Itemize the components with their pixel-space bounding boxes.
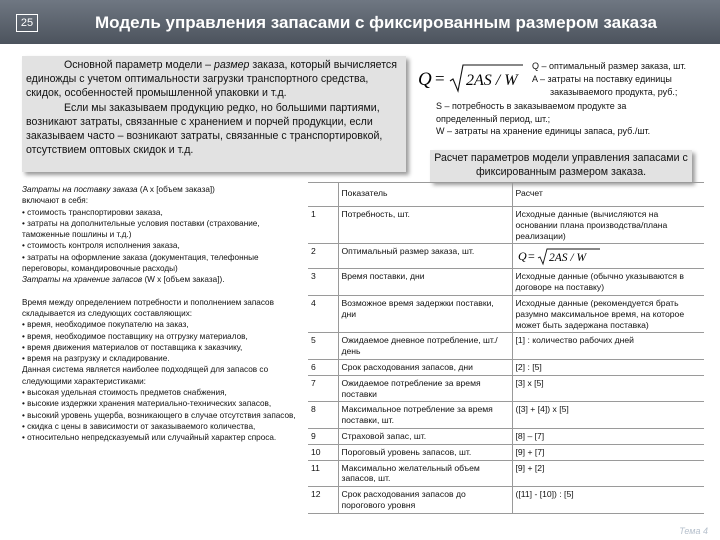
bullet-item: • время, необходимое покупателю на заказ, (22, 320, 189, 330)
page-title: Модель управления запасами с фиксированным размером заказа (95, 13, 657, 32)
bullet-item: • стоимость транспортировки заказа, (22, 207, 163, 217)
left-notes (22, 184, 306, 514)
bullet-item: • затраты на дополнительные условия поставки (страхование, таможенные пошлины и т.д.) (22, 218, 260, 240)
table-row: 12 Срок расходования запасов до порогового уровня ([11] - [10]) : [5] (308, 487, 704, 514)
storage-costs-heading: Затраты на хранение запасов (W x [объем заказа]). (22, 275, 225, 285)
svg-text:Q: Q (517, 249, 527, 264)
parameters-table (308, 182, 704, 514)
svg-text:2AS / W: 2AS / W (548, 252, 586, 265)
legend-q: Q – оптимальный размер заказа, шт. (532, 61, 687, 71)
footer-topic: Тема 4 (679, 526, 708, 536)
intro-paragraph-2: Если мы заказываем продукцию редко, но большими партиями, возникают затраты, связанные с хранением и порчей продукции, если заказываем часто – возникают затраты, связанные с транспортировкой, отсутствием оптовых скидок и т.д. (26, 101, 383, 157)
delivery-costs-heading: Затраты на поставку заказа (A x [объем заказа]) (22, 185, 215, 194)
table-row: 7 Ожидаемое потребление за время поставки [3] x [5] (308, 375, 704, 402)
table-row: 9 Страховой запас, шт. [8] – [7] (308, 428, 704, 444)
formula-lhs: Q (418, 69, 432, 90)
formula-radicand: 2AS / W (466, 72, 518, 89)
bullet-item: • стоимость контроля исполнения заказа, (22, 241, 180, 251)
table-header-calc: Расчет (512, 183, 704, 207)
bullet-item: • высокий уровень ущерба, возникающего в случае отсутствия запасов, (22, 410, 296, 420)
bullet-item: • скидка с цены в зависимости от заказываемого количества, (22, 421, 256, 431)
intro-paragraph-1: Основной параметр модели – размер заказа, который вычисляется единожды с учетом оптимальности загрузки транспортного средства, скидок, особенностей промышленной упаковки и т.д. (26, 59, 397, 100)
table-row: 5 Ожидаемое дневное потребление, шт./день [1] : количество рабочих дней (308, 333, 704, 360)
table-formula (516, 246, 602, 266)
table-row: 6 Срок расходования запасов, дни [2] : [5] (308, 359, 704, 375)
table-row: 8 Максимальное потребление за время поставки, шт. ([3] + [4]) x [5] (308, 402, 704, 429)
table-row: 3 Время поставки, дни Исходные данные (обычно указываются в договоре на поставку) (308, 269, 704, 296)
time-intro: Время между определением потребности и пополнением запасов складывается из следующих составляющих: (22, 297, 274, 318)
legend-w: W – затраты на хранение единицы запаса, руб./шт. (436, 126, 651, 136)
table-row: 11 Максимально желательный объем запасов, шт. [9] + [2] (308, 460, 704, 487)
calc-title-box: Расчет параметров модели управления запасами с фиксированным размером заказа. (430, 150, 692, 182)
bullet-item: • время, необходимое поставщику на отгрузку материалов, (22, 331, 248, 341)
bullet-item: • высокая удельная стоимость предметов снабжения, (22, 388, 227, 398)
eoq-formula (418, 60, 524, 96)
bullet-item: • время движения материалов от поставщика к заказчику, (22, 342, 243, 352)
row-2-formula-cell (512, 244, 704, 269)
table-header-param: Показатель (338, 183, 512, 207)
includes-text: включают в себя: (22, 196, 88, 206)
table-row: 10 Пороговый уровень запасов, шт. [9] + [7] (308, 444, 704, 460)
bullet-item: • время на разгрузку и складирование. (22, 354, 170, 364)
intro-box (22, 56, 406, 172)
bullet-item: • затраты на оформление заказа (документация, телефонные переговоры, командировочные расходы) (22, 252, 259, 274)
legend-a2: заказываемого продукта, руб.; (550, 87, 678, 97)
table-row: 2 Оптимальный размер заказа, шт. Q = 2AS / W (308, 244, 704, 269)
legend-s: S – потребность в заказываемом продукте за определенный период, шт.; (436, 101, 627, 124)
svg-text:=: = (527, 249, 535, 264)
bullet-item: • высокие издержки хранения материально-технических запасов, (22, 399, 272, 409)
header-bar (0, 0, 720, 44)
table-row: 1 Потребность, шт. Исходные данные (вычисляются на основании плана производства/плана реализации) (308, 207, 704, 244)
formula-equals: = (435, 69, 445, 88)
system-intro: Данная система является наиболее подходящей для запасов со следующими характеристиками: (22, 365, 269, 386)
bullet-item: • относительно непредсказуемый или случайный характер спроса. (22, 433, 277, 443)
legend-a1: A – затраты на поставку единицы (532, 74, 672, 84)
table-header-row (308, 183, 704, 207)
table-row: 4 Возможное время задержки поставки, дни Исходные данные (рекомендуется брать разумно максимальное время, на которое может быть задержана поставка) (308, 295, 704, 332)
table-header-num (308, 183, 338, 207)
slide-number: 25 (16, 14, 38, 32)
